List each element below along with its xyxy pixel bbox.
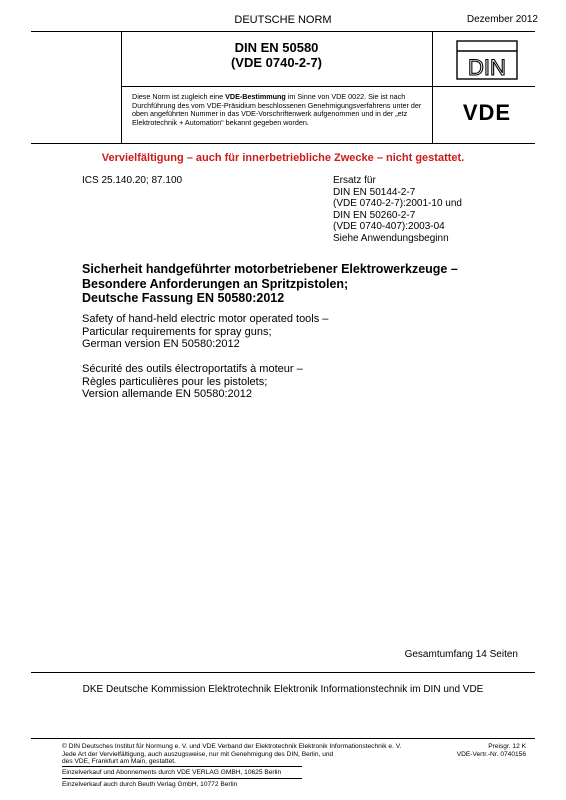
price-group: Preisgr. 12 K [488, 743, 526, 750]
title-fr-line: Règles particulières pour les pistolets; [82, 375, 268, 388]
sales-rule-2 [62, 778, 302, 779]
total-pages: Gesamtumfang 14 Seiten [404, 649, 518, 660]
copyright-line: des VDE, Frankfurt am Main, gestattet. [62, 758, 176, 766]
title-english [82, 313, 532, 351]
title-en-line: Safety of hand-held electric motor operated tools – [82, 313, 329, 325]
ersatz-line: (VDE 0740-2-7):2001-10 und [333, 198, 462, 209]
vde-vertr-nr: VDE-Vertr.-Nr. 0740156 [456, 750, 526, 758]
ersatz-line: DIN EN 50144-2-7 [333, 186, 416, 198]
logo-rule [432, 86, 535, 87]
issue-date: Dezember 2012 [466, 14, 538, 25]
title-en-line: German version EN 50580:2012 [82, 338, 240, 351]
title-rule [121, 86, 432, 87]
title-de-line: Sicherheit handgeführter motorbetriebener Elektrowerkzeuge – [82, 262, 458, 276]
ersatz-line: DIN EN 50260-2-7 [333, 209, 416, 221]
dke-line: DKE Deutsche Kommission Elektrotechnik Elektronik Informationstechnik im DIN und VDE [82, 684, 484, 695]
price-info [457, 743, 526, 758]
title-de-line: Deutsche Fassung EN 50580:2012 [82, 291, 285, 305]
sales-info-vde: Einzelverkauf und Abonnements durch VDE VERLAG GMBH, 10625 Berlin [62, 769, 282, 776]
copyright-notice [62, 743, 422, 766]
ersatz-line: Siehe Anwendungsbeginn [333, 232, 449, 244]
notice-post: im Sinne von VDE 0022. Sie ist nach Durchführung des vom VDE-Präsidium beschlossenen Genehmigungsverfahrens unter der oben angeführten Nummer in das VDE-Vorschriftenwerk aufgenommen und in der „etz Elektrotechnik + Automation“ bekannt gegeben worden. [132, 92, 422, 127]
reproduction-notice: Vervielfältigung – auch für innerbetriebliche Zwecke – nicht gestattet. [101, 152, 465, 164]
din-logo-text: DIN [468, 55, 506, 80]
notice-bold: VDE-Bestimmung [225, 92, 286, 101]
ersatz-line: Ersatz für [333, 175, 376, 186]
vde-number: (VDE 0740-2-7) [230, 55, 323, 70]
norm-label: DEUTSCHE NORM [234, 14, 332, 26]
ersatz-line: (VDE 0740-407):2003-04 [333, 221, 445, 232]
title-german [82, 262, 532, 306]
sales-info-beuth: Einzelverkauf auch durch Beuth Verlag GmbH, 10772 Berlin [62, 781, 238, 788]
document-number [121, 40, 432, 70]
notice-pre: Diese Norm ist zugleich eine [132, 92, 226, 101]
header-bottom-rule [31, 143, 535, 144]
right-divider [432, 31, 433, 143]
vde-logo-text: VDE [462, 100, 512, 124]
copyright-line: © DIN Deutsches Institut für Normung e. V. und VDE Verband der Elektrotechnik Elektronik Informationstechnik e. V. [62, 743, 402, 750]
title-de-line: Besondere Anforderungen an Spritzpistolen; [82, 276, 349, 291]
vde-logo [450, 100, 524, 124]
top-rule [31, 31, 535, 32]
copyright-line: Jede Art der Vervielfältigung, auch auszugsweise, nur mit Genehmigung des DIN, Berlin, und [62, 750, 334, 758]
dke-top-rule [31, 672, 535, 673]
title-fr-line: Sécurité des outils électroportatifs à moteur – [82, 363, 303, 375]
footer-rule [31, 738, 535, 739]
title-en-line: Particular requirements for spray guns; [82, 325, 272, 338]
title-fr-line: Version allemande EN 50580:2012 [82, 388, 253, 401]
din-logo [456, 40, 518, 80]
title-french [82, 363, 532, 401]
ics-code: ICS 25.140.20; 87.100 [82, 175, 183, 186]
replacement-info [333, 175, 462, 244]
vde-notice [132, 93, 427, 127]
din-number: DIN EN 50580 [234, 40, 319, 55]
sales-rule-1 [62, 766, 302, 767]
